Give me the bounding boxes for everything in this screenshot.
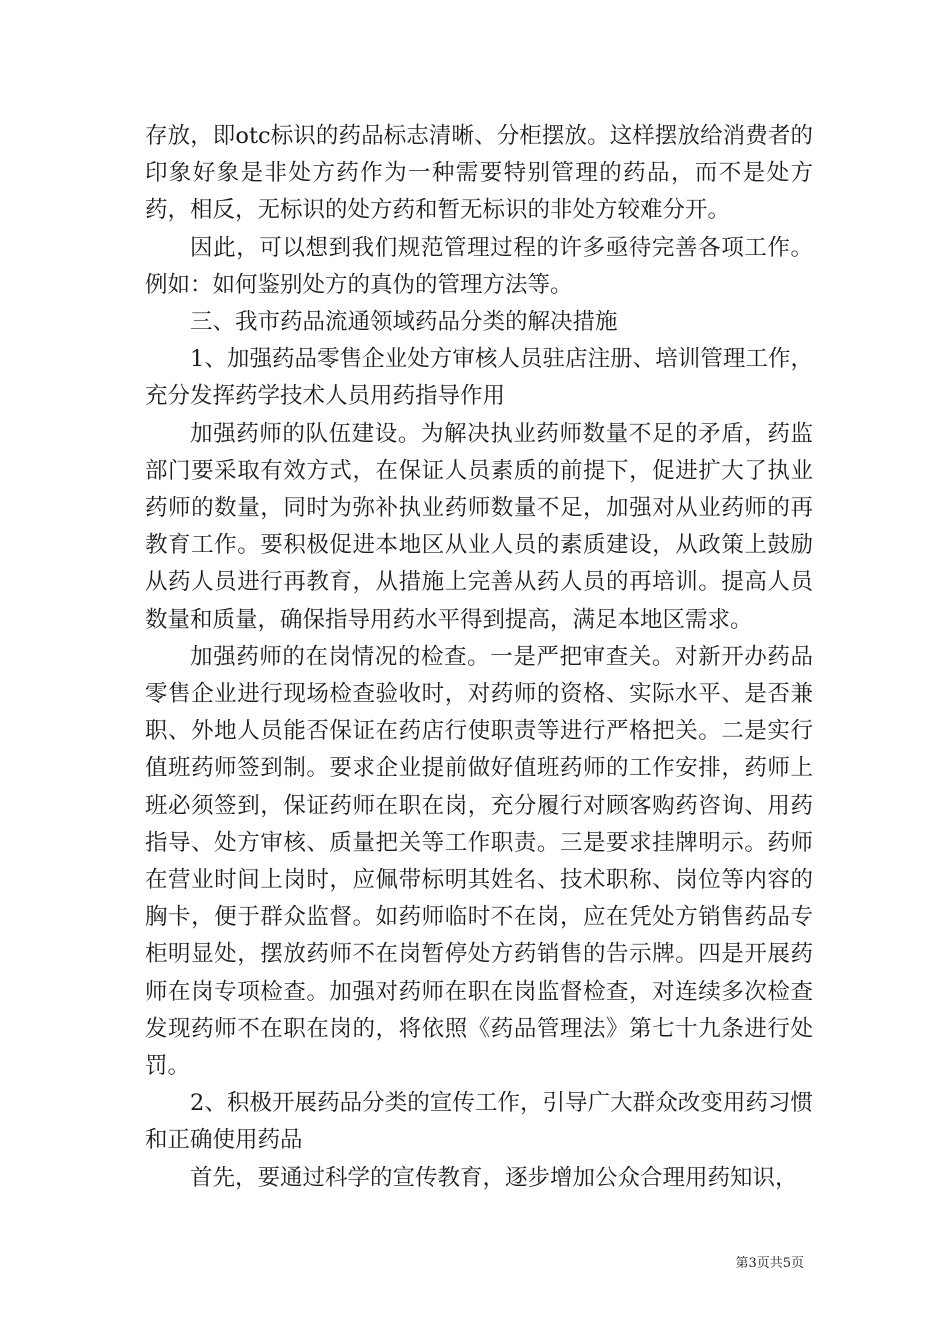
paragraph-continuation: 存放，即otc标识的药品标志清晰、分柜摆放。这样摆放给消费者的印象好象是非处方药作为一种需要特别管理的药品，而不是处方药，相反，无标识的处方药和暂无标识的非处方较难分开。 — [145, 123, 813, 224]
paragraph-pharmacist-team: 加强药师的队伍建设。为解决执业药师数量不足的矛盾，药监部门要采取有效方式，在保证人员素质的前提下，促进扩大了执业药师的数量，同时为弥补执业药师数量不足，加强对从业药师的再教育工作。要积极促进本地区从业人员的素质建设，从政策上鼓励从药人员进行再教育，从措施上完善从药人员的再培训。提高人员数量和质量，确保指导用药水平得到提高，满足本地区需求。 — [145, 420, 813, 633]
page-number-footer — [735, 1252, 804, 1271]
page-number-label: 第3页共5页 — [735, 1256, 804, 1271]
document-body — [145, 118, 813, 1197]
paragraph-first-publicity: 首先，要通过科学的宣传教育，逐步增加公众合理用药知识， — [190, 1164, 798, 1191]
subheading-1: 1、加强药品零售企业处方审核人员驻店注册、培训管理工作，充分发挥药学技术人员用药指导作用 — [145, 346, 813, 410]
paragraph-therefore: 因此，可以想到我们规范管理过程的许多亟待完善各项工作。例如：如何鉴别处方的真伪的管理方法等。 — [145, 234, 813, 298]
section-heading-3: 三、我市药品流通领域药品分类的解决措施 — [190, 309, 618, 336]
paragraph-pharmacist-inspection: 加强药师的在岗情况的检查。一是严把审查关。对新开办药品零售企业进行现场检查验收时，对药师的资格、实际水平、是否兼职、外地人员能否保证在药店行使职责等进行严格把关。二是实行值班药师签到制。要求企业提前做好值班药师的工作安排，药师上班必须签到，保证药师在职在岗，充分履行对顾客购药咨询、用药指导、处方审核、质量把关等工作职责。三是要求挂牌明示。药师在营业时间上岗时，应佩带标明其姓名、技术职称、岗位等内容的胸卡，便于群众监督。如药师临时不在岗，应在凭处方销售药品专柜明显处，摆放药师不在岗暂停处方药销售的告示牌。四是开展药师在岗专项检查。加强对药师在职在岗监督检查，对连续多次检查发现药师不在职在岗的，将依照《药品管理法》第七十九条进行处罚。 — [145, 643, 813, 1080]
subheading-2: 2、积极开展药品分类的宣传工作，引导广大群众改变用药习惯和正确使用药品 — [145, 1090, 813, 1154]
